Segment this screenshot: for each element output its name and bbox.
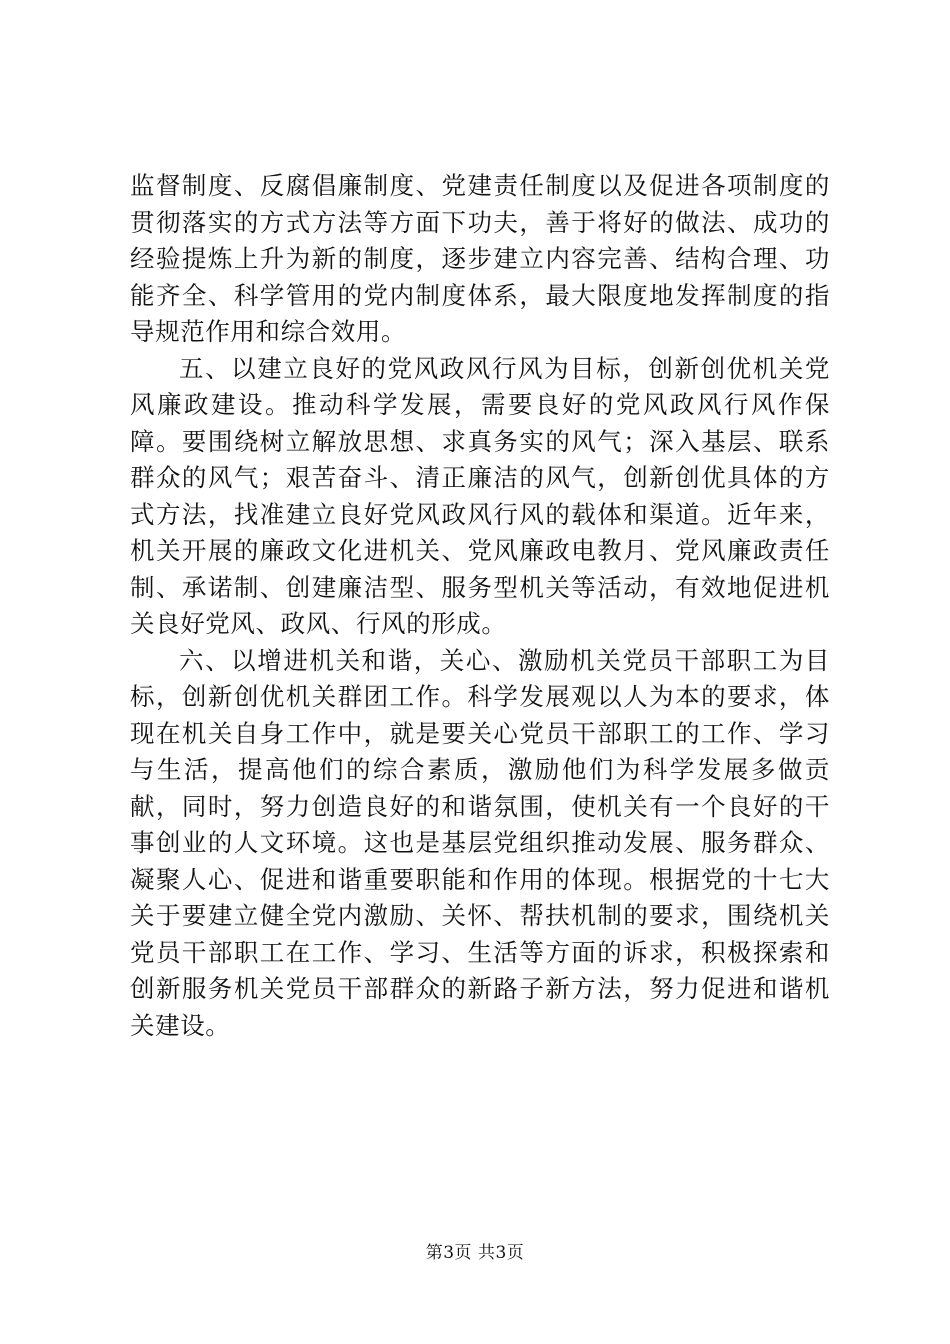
paragraph-continuation: 监督制度、反腐倡廉制度、党建责任制度以及促进各项制度的贯彻落实的方式方法等方面下功夫，善于将好的做法、成功的经验提炼上升为新的制度，逐步建立内容完善、结构合理、功能齐全、科学管用的党内制度体系，最大限度地发挥制度的指导规范作用和综合效用。 — [130, 171, 830, 346]
paragraph-section-five: 五、以建立良好的党风政风行风为目标，创新创优机关党风廉政建设。推动科学发展，需要良好的党风政风行风作保障。要围绕树立解放思想、求真务实的风气；深入基层、联系群众的风气；艰苦奋斗、清正廉洁的风气，创新创优具体的方式方法，找准建立良好党风政风行风的载体和渠道。近年来，机关开展的廉政文化进机关、党风廉政电教月、党风廉政责任制、承诺制、创建廉洁型、服务型机关等活动，有效地促进机关良好党风、政风、行风的形成。 — [130, 353, 830, 638]
paragraph-section-six: 六、以增进机关和谐，关心、激励机关党员干部职工为目标，创新创优机关群团工作。科学发展观以人为本的要求，体现在机关自身工作中，就是要关心党员干部职工的工作、学习与生活，提高他们的综合素质，激励他们为科学发展多做贡献，同时，努力创造良好的和谐氛围，使机关有一个良好的干事创业的人文环境。这也是基层党组织推动发展、服务群众、凝聚人心、促进和谐重要职能和作用的体现。根据党的十七大关于要建立健全党内激励、关怀、帮扶机制的要求，围绕机关党员干部职工在工作、学习、生活等方面的诉求，积极探索和创新服务机关党员干部群众的新路子新方法，努力促进和谐机关建设。 — [130, 645, 830, 1040]
page-number-footer: 第3页 共3页 — [425, 1243, 525, 1263]
document-body — [130, 168, 830, 1044]
